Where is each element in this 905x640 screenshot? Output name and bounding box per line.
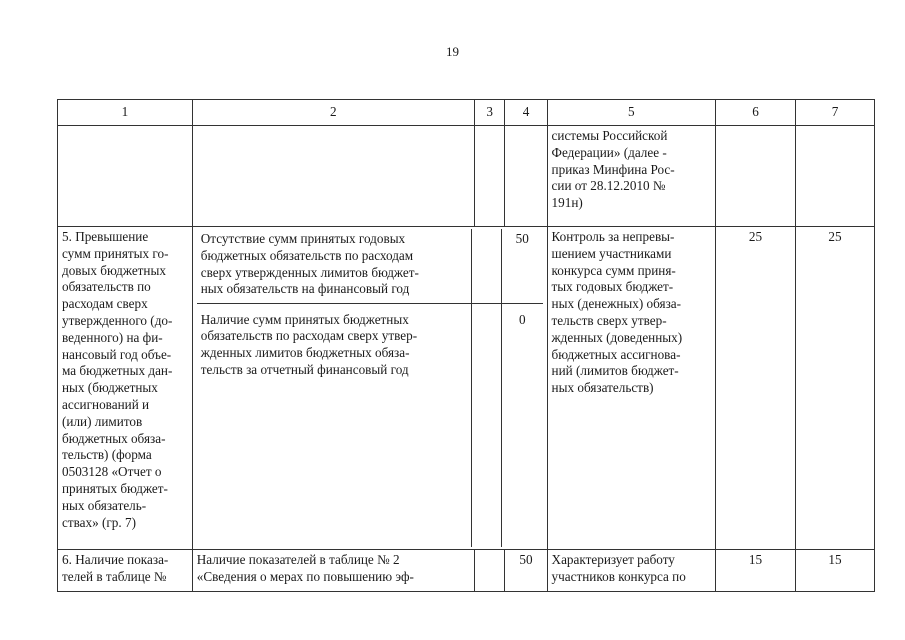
evaluation-table bbox=[57, 99, 875, 592]
criterion-text: Наличие показателей в таблице № 2 «Сведения о мерах по повышению эф- bbox=[196, 552, 414, 584]
header-col-3: 3 bbox=[474, 100, 505, 126]
criteria-row-b bbox=[197, 303, 543, 547]
justification-text: Характеризует работу участников конкурса по bbox=[551, 552, 686, 584]
header-row bbox=[58, 100, 875, 126]
cell-empty bbox=[472, 229, 502, 303]
criterion-b-text: Наличие сумм принятых бюджетных обязательств по расходам сверх утвер- жденных лимитов бюджетных обяза- тельств за отчетный финансовый год bbox=[200, 311, 418, 377]
header-col-1: 1 bbox=[58, 100, 193, 126]
cell-criterion-b bbox=[197, 303, 472, 547]
cell-empty bbox=[505, 126, 547, 227]
cell-max-score: 15 bbox=[796, 550, 875, 592]
indicator-name-text: 6. Наличие показа- телей в таблице № bbox=[62, 552, 169, 584]
cell-empty bbox=[474, 550, 505, 592]
header-col-2: 2 bbox=[192, 100, 474, 126]
cell-justification-continued bbox=[547, 126, 715, 227]
cell-criterion bbox=[192, 550, 474, 592]
cell-empty bbox=[474, 126, 505, 227]
criterion-a-text: Отсутствие сумм принятых годовых бюджетных обязательств по расходам сверх утвержденных лимитов бюджет- ных обязательств на финансовый год bbox=[200, 231, 419, 297]
cell-max-score: 25 bbox=[796, 227, 875, 550]
cell-justification bbox=[547, 227, 715, 550]
header-col-4: 4 bbox=[505, 100, 547, 126]
cell-criteria-group bbox=[192, 227, 547, 550]
criteria-row-a bbox=[197, 229, 543, 303]
cell-score-a: 50 bbox=[501, 229, 542, 303]
justification-text: Контроль за непревы- шением участниками конкурса сумм приня- тых годовых бюджет- ных (денежных) обяза- тельств сверх утвер- жденных (доведенных) бюджетных ассигнова- ний (лимитов бюджет- ных обязательств) bbox=[551, 229, 683, 396]
justification-text: системы Российской Федерации» (далее - приказ Минфина Рос- сии от 28.12.2010 № 191н) bbox=[551, 128, 675, 211]
cell-criterion-a bbox=[197, 229, 472, 303]
table-row-continuation bbox=[58, 126, 875, 227]
criteria-subtable bbox=[197, 229, 543, 547]
cell-empty bbox=[192, 126, 474, 227]
cell-empty bbox=[58, 126, 193, 227]
cell-indicator-name bbox=[58, 227, 193, 550]
header-col-5: 5 bbox=[547, 100, 715, 126]
cell-justification bbox=[547, 550, 715, 592]
cell-score-b: 0 bbox=[518, 311, 526, 327]
cell-weight: 15 bbox=[716, 550, 796, 592]
table-row-indicator-6 bbox=[58, 550, 875, 592]
cell-weight: 25 bbox=[716, 227, 796, 550]
header-col-6: 6 bbox=[716, 100, 796, 126]
cell-score: 50 bbox=[505, 550, 547, 592]
page-number: 19 bbox=[446, 44, 459, 59]
cell-indicator-name bbox=[58, 550, 193, 592]
table-row-indicator-5 bbox=[58, 227, 875, 550]
indicator-name-text: 5. Превышение сумм принятых го- довых бюджетных обязательств по расходам сверх утвержденного (до- веденного) на фи- нансовый год объе- ма бюджетных дан- ных (бюджетных ассигнований и (или) лимитов бюджетных обяза- тельств) (форма 0503128 «Отчет о принятых бюджет- ных обязатель- ствах» (гр. 7) bbox=[62, 229, 173, 530]
header-col-7: 7 bbox=[796, 100, 875, 126]
cell-empty bbox=[472, 303, 502, 547]
cell-empty bbox=[796, 126, 875, 227]
cell-empty bbox=[716, 126, 796, 227]
